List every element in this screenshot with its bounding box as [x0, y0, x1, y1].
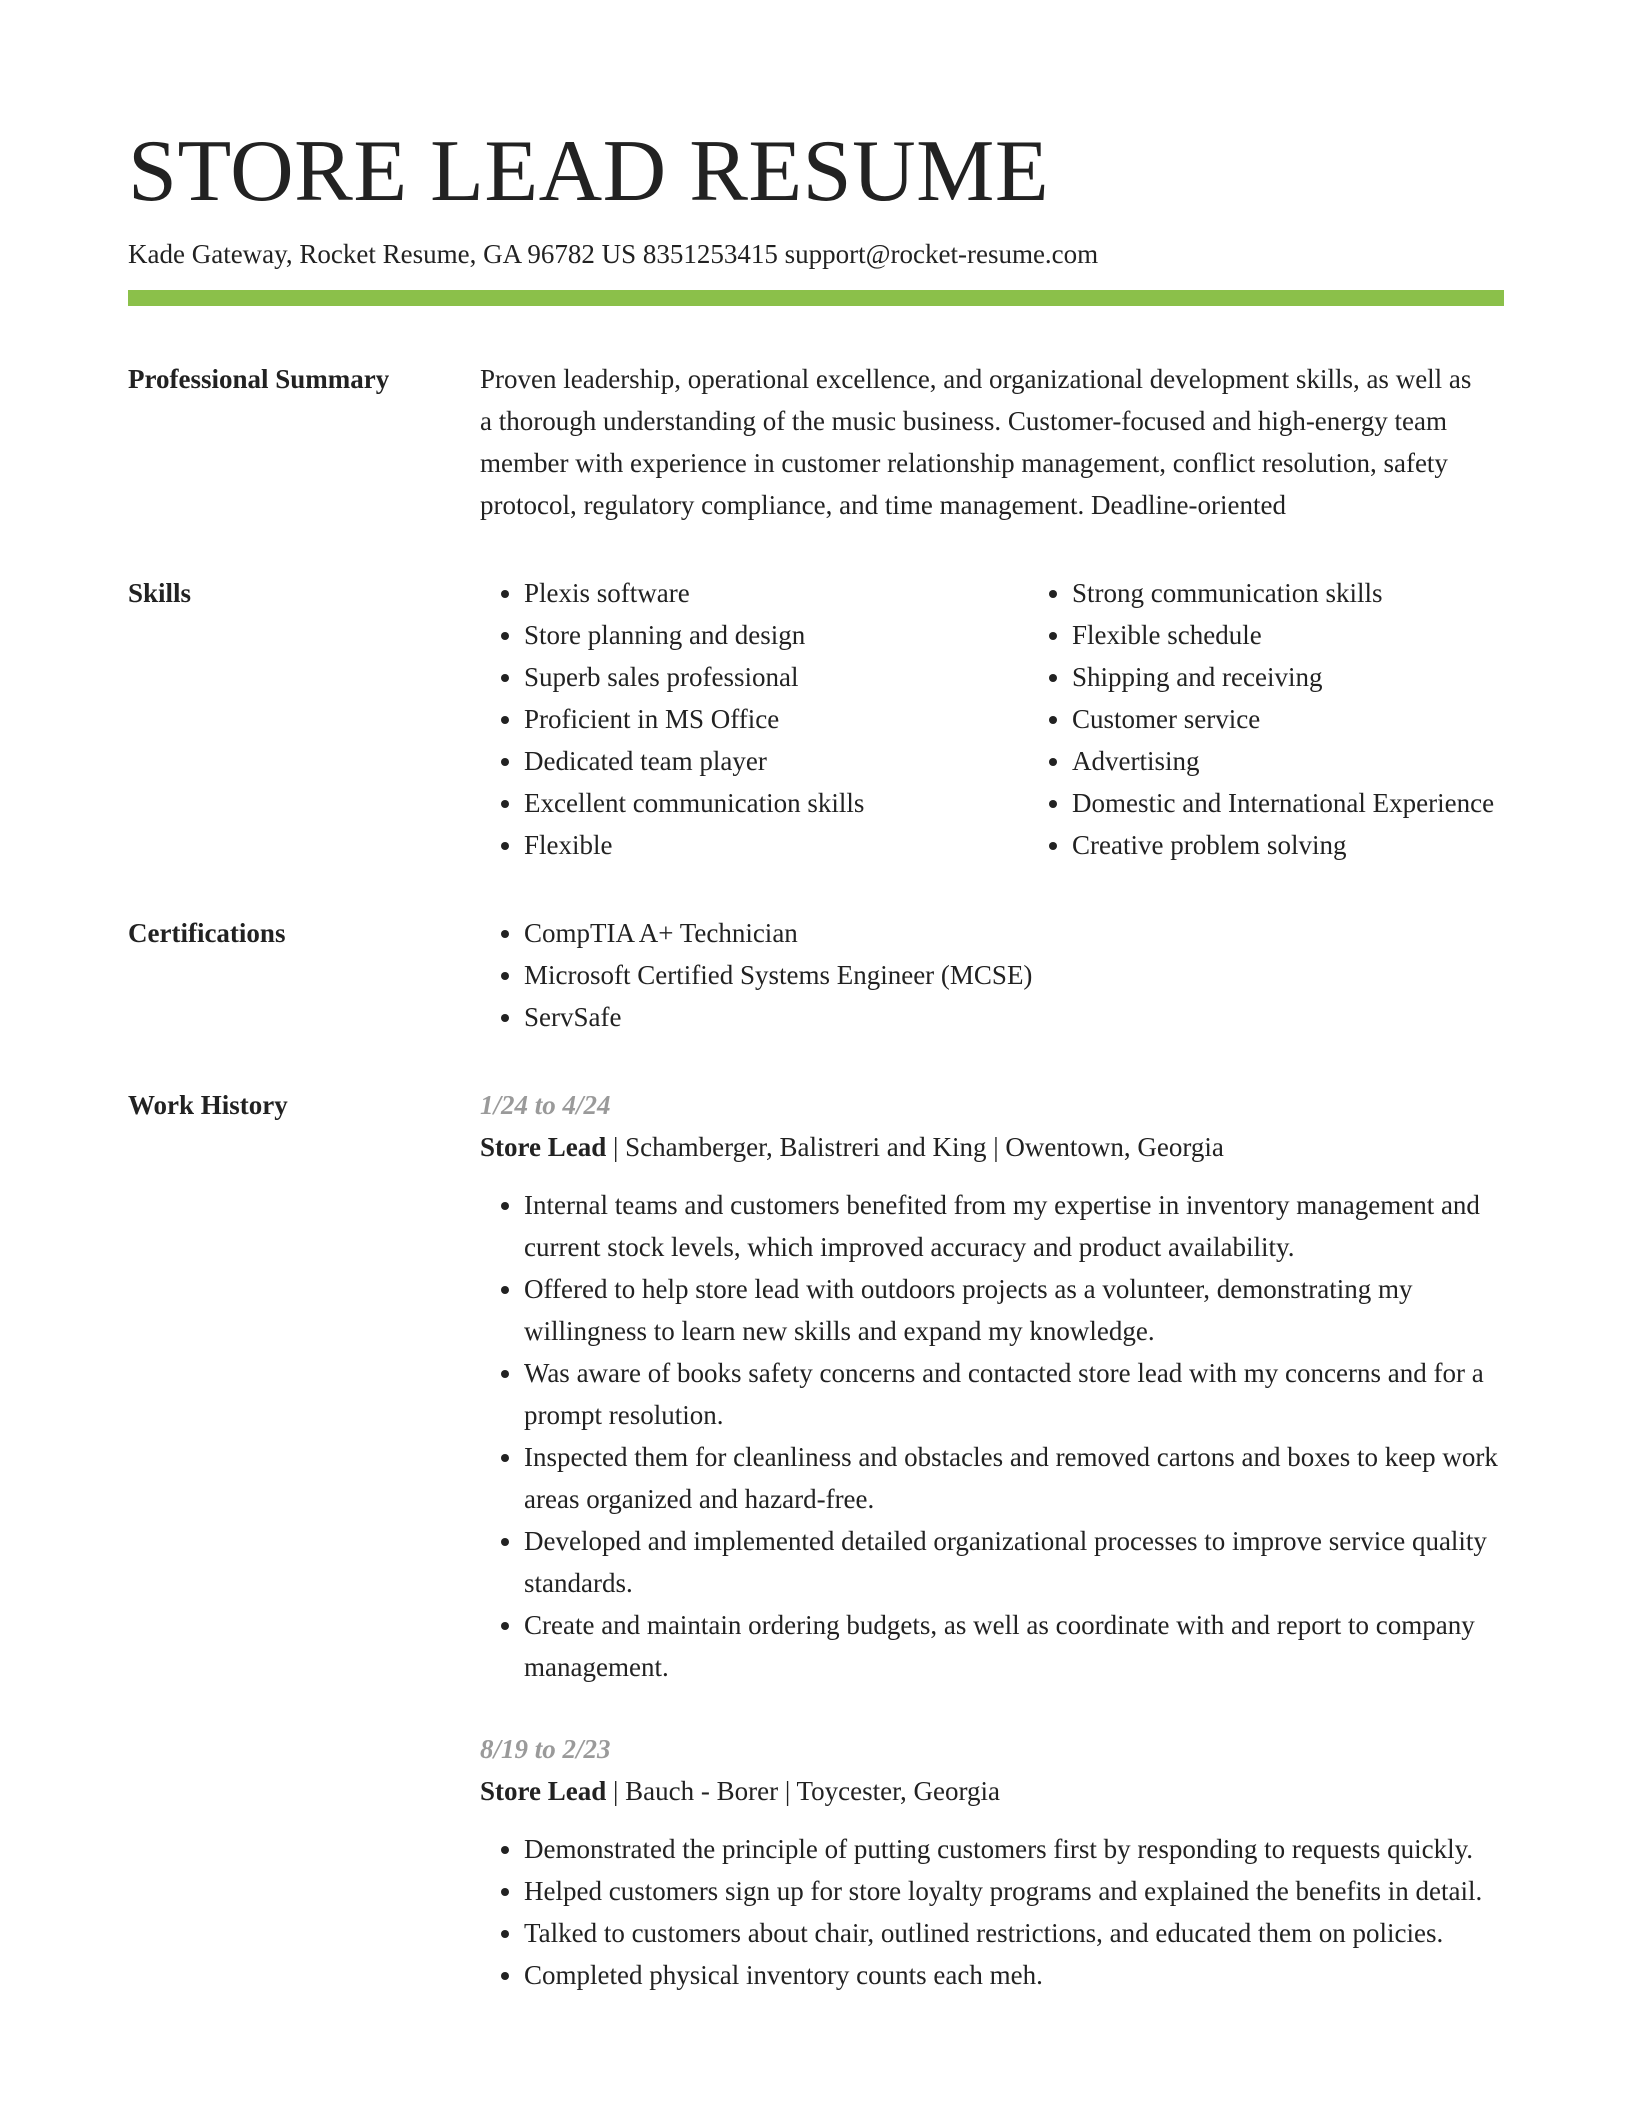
summary-heading: Professional Summary	[128, 364, 390, 394]
job-dates: 8/19 to 2/23	[480, 1734, 611, 1764]
resume-title: STORE LEAD RESUME	[128, 123, 1050, 220]
resume-page	[128, 118, 1504, 2036]
skill-item: • Shipping and receiving	[1072, 656, 1576, 698]
certification-item: • ServSafe	[524, 996, 1504, 1038]
work-history-section	[128, 1084, 1504, 2036]
certification-item: • Microsoft Certified Systems Engineer (MCSE)	[524, 954, 1504, 996]
job-bullet: • Internal teams and customers benefited from my expertise in inventory management and current stock levels, which improved accuracy and product availability.	[524, 1184, 1504, 1268]
work-history-body	[480, 1084, 1504, 2036]
skill-item: • Creative problem solving	[1072, 824, 1576, 866]
skill-item: • Superb sales professional	[524, 656, 1028, 698]
skills-section	[128, 572, 1504, 866]
certifications-section	[128, 912, 1504, 1038]
job-entry	[480, 1728, 1504, 1996]
job-bullet: • Inspected them for cleanliness and obstacles and removed cartons and boxes to keep work areas organized and hazard-free.	[524, 1436, 1504, 1520]
certifications-heading: Certifications	[128, 918, 286, 948]
certifications-list	[480, 912, 1504, 1038]
job-bullet: • Demonstrated the principle of putting customers first by responding to requests quickly.	[524, 1828, 1504, 1870]
work-history-heading: Work History	[128, 1090, 288, 1120]
skills-columns	[480, 572, 1576, 866]
job-bullet: • Was aware of books safety concerns and contacted store lead with my concerns and for a prompt resolution.	[524, 1352, 1504, 1436]
skill-item: • Flexible	[524, 824, 1028, 866]
job-title-line	[480, 1770, 1504, 1812]
job-bullet: • Developed and implemented detailed organizational processes to improve service quality standards.	[524, 1520, 1504, 1604]
skill-item: • Dedicated team player	[524, 740, 1028, 782]
contact-line: Kade Gateway, Rocket Resume, GA 96782 US 8351253415 support@rocket-resume.com	[128, 239, 1099, 269]
job-bullet-list	[480, 1184, 1504, 1688]
job-role: Store Lead	[480, 1132, 607, 1162]
job-entry	[480, 1084, 1504, 1688]
skill-item: • Proficient in MS Office	[524, 698, 1028, 740]
job-bullet: • Offered to help store lead with outdoors projects as a volunteer, demonstrating my willingness to learn new skills and expand my knowledge.	[524, 1268, 1504, 1352]
skill-item: • Store planning and design	[524, 614, 1028, 656]
job-employer: | Schamberger, Balistreri and King | Owentown, Georgia	[606, 1132, 1224, 1162]
certifications-body	[480, 912, 1504, 1038]
summary-text: Proven leadership, operational excellence, and organizational development skills, as well as a thorough understanding of the music business. Customer-focused and high-energy team member with experience in customer relationship management, conflict resolution, safety protocol, regulatory compliance, and time management. Deadline-oriented	[480, 364, 1472, 520]
skill-item: • Domestic and International Experience	[1072, 782, 1576, 824]
skill-item: • Plexis software	[524, 572, 1028, 614]
skill-item: • Customer service	[1072, 698, 1576, 740]
skills-heading: Skills	[128, 578, 192, 608]
skill-item: • Flexible schedule	[1072, 614, 1576, 656]
skills-body	[480, 572, 1576, 866]
summary-body	[480, 358, 1504, 526]
accent-divider	[128, 290, 1504, 306]
skill-item: • Strong communication skills	[1072, 572, 1576, 614]
job-bullet: • Helped customers sign up for store loyalty programs and explained the benefits in detail.	[524, 1870, 1504, 1912]
skills-list-left	[480, 572, 1028, 866]
job-role: Store Lead	[480, 1776, 607, 1806]
job-bullet-list	[480, 1828, 1504, 1996]
job-dates: 1/24 to 4/24	[480, 1090, 611, 1120]
skills-list-right	[1028, 572, 1576, 866]
skill-item: • Excellent communication skills	[524, 782, 1028, 824]
job-bullet: • Talked to customers about chair, outlined restrictions, and educated them on policies.	[524, 1912, 1504, 1954]
job-title-line	[480, 1126, 1504, 1168]
job-bullet: • Create and maintain ordering budgets, as well as coordinate with and report to company management.	[524, 1604, 1504, 1688]
summary-section	[128, 358, 1504, 526]
certification-item: • CompTIA A+ Technician	[524, 912, 1504, 954]
job-bullet: • Completed physical inventory counts each meh.	[524, 1954, 1504, 1996]
job-employer: | Bauch - Borer | Toycester, Georgia	[606, 1776, 1000, 1806]
skill-item: • Advertising	[1072, 740, 1576, 782]
